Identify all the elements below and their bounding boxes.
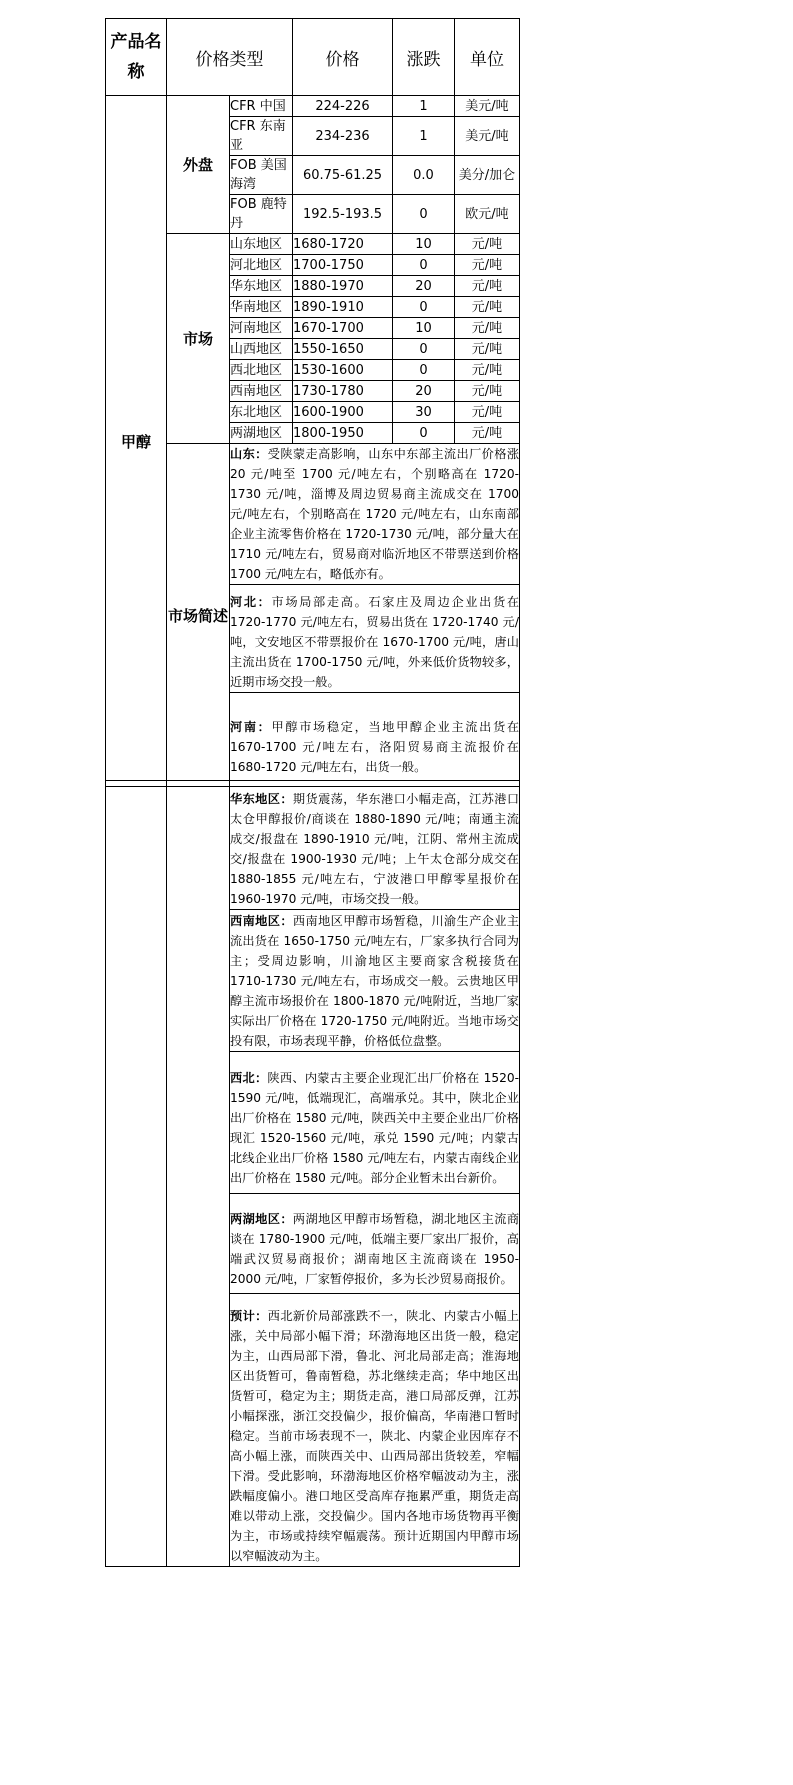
price-type-cell: 河北地区	[230, 255, 293, 276]
price-type-cell: 西北地区	[230, 360, 293, 381]
summary-lianghu: 两湖地区：两湖地区甲醇市场暂稳，湖北地区主流商谈在 1780-1900 元/吨，低端主要厂家出厂报价，高端武汉贸易商报价；湖南地区主流商谈在 1950-2000 元/吨，厂家暂停报价，多为长沙贸易商报价。	[230, 1194, 520, 1294]
table-row	[106, 444, 520, 585]
header-price: 价格	[293, 19, 393, 96]
summary-henan: 河南：甲醇市场稳定，当地甲醇企业主流出货在 1670-1700 元/吨左右，洛阳贸易商主流报价在 1680-1720 元/吨左右，出货一般。	[230, 693, 520, 787]
price-type-cell: 山西地区	[230, 339, 293, 360]
header-change: 涨跌	[393, 19, 455, 96]
change-cell: 20	[393, 276, 455, 297]
change-cell: 20	[393, 381, 455, 402]
table-row	[106, 234, 520, 255]
price-cell: 1550-1650	[293, 339, 393, 360]
price-cell: 1530-1600	[293, 360, 393, 381]
change-cell: 1	[393, 96, 455, 117]
unit-cell: 元/吨	[455, 402, 520, 423]
price-cell: 192.5-193.5	[293, 195, 393, 234]
header-unit: 单位	[455, 19, 520, 96]
price-type-cell: 山东地区	[230, 234, 293, 255]
unit-cell: 元/吨	[455, 360, 520, 381]
price-cell: 1700-1750	[293, 255, 393, 276]
price-type-cell: CFR 中国	[230, 96, 293, 117]
price-type-cell: 河南地区	[230, 318, 293, 339]
foreign-label: 外盘	[167, 96, 230, 234]
price-cell: 1680-1720	[293, 234, 393, 255]
price-type-cell: 两湖地区	[230, 423, 293, 444]
change-cell: 10	[393, 234, 455, 255]
summary-xibei: 西北：陕西、内蒙古主要企业现汇出厂价格在 1520-1590 元/吨，低端现汇，高端承兑。其中，陕北企业出厂价格在 1580 元/吨，陕西关中主要企业出厂价格现汇 1520-1560 元/吨，承兑 1590 元/吨；内蒙古北线企业出厂价格 1580 元/吨左右，内蒙古南线企业出厂价格在 1580 元/吨。部分企业暂未出台新价。	[230, 1052, 520, 1194]
price-cell: 1670-1700	[293, 318, 393, 339]
unit-cell: 欧元/吨	[455, 195, 520, 234]
header-product-name: 产品名称	[106, 19, 167, 96]
unit-cell: 元/吨	[455, 255, 520, 276]
unit-cell: 美元/吨	[455, 117, 520, 156]
unit-cell: 元/吨	[455, 234, 520, 255]
price-type-cell: CFR 东南亚	[230, 117, 293, 156]
change-cell: 0	[393, 255, 455, 276]
price-type-cell: 华南地区	[230, 297, 293, 318]
unit-cell: 元/吨	[455, 423, 520, 444]
unit-cell: 元/吨	[455, 381, 520, 402]
change-cell: 0	[393, 360, 455, 381]
header-price-type: 价格类型	[167, 19, 293, 96]
change-cell: 0	[393, 297, 455, 318]
product-cell: 甲醇	[106, 96, 167, 787]
price-type-cell: 东北地区	[230, 402, 293, 423]
change-cell: 30	[393, 402, 455, 423]
unit-cell: 美元/吨	[455, 96, 520, 117]
summary-label: 市场简述	[167, 444, 230, 787]
unit-cell: 元/吨	[455, 339, 520, 360]
header-row	[106, 19, 520, 96]
price-cell: 1600-1900	[293, 402, 393, 423]
summary-xinan: 西南地区：西南地区甲醇市场暂稳，川渝生产企业主流出货在 1650-1750 元/吨左右，厂家多执行合同为主；受周边影响，川渝地区主要商家含税接货在 1710-1730 元/吨左右，市场成交一般。云贵地区甲醇主流市场报价在 1800-1870 元/吨附近，当地厂家实际出厂价格在 1720-1750 元/吨附近。当地市场交投有限，市场表现平静，价格低位盘整。	[230, 910, 520, 1052]
price-cell: 234-236	[293, 117, 393, 156]
unit-cell: 元/吨	[455, 297, 520, 318]
market-label: 市场	[167, 234, 230, 444]
price-cell: 224-226	[293, 96, 393, 117]
change-cell: 1	[393, 117, 455, 156]
unit-cell: 元/吨	[455, 276, 520, 297]
price-type-cell: 西南地区	[230, 381, 293, 402]
change-cell: 0.0	[393, 156, 455, 195]
table-row	[106, 781, 520, 910]
price-type-cell: 华东地区	[230, 276, 293, 297]
change-cell: 0	[393, 423, 455, 444]
change-cell: 0	[393, 195, 455, 234]
summary-forecast: 预计：西北新价局部涨跌不一，陕北、内蒙古小幅上涨，关中局部小幅下滑；环渤海地区出货一般，稳定为主，山西局部下滑，鲁北、河北局部走高；淮海地区出货暂可，鲁南暂稳，苏北继续走高；华中地区出货暂可，稳定为主；期货走高，港口局部反弹，江苏小幅探涨，浙江交投偏少，报价偏高，华南港口暂时稳定。当前市场表现不一，陕北、内蒙企业因库存不高小幅上涨，而陕西关中、山西局部出货较差，窄幅下滑。受此影响，环渤海地区价格窄幅波动为主，涨跌幅度偏小。港口地区受高库存拖累严重，期货走高难以带动上涨，交投偏少。国内各地市场货物再平衡为主，市场或持续窄幅震荡。预计近期国内甲醇市场以窄幅波动为主。	[230, 1294, 520, 1567]
price-table	[105, 18, 520, 787]
summary-shandong: 山东：受陕蒙走高影响，山东中东部主流出厂价格涨 20 元/吨至 1700 元/吨左右，个别略高在 1720-1730 元/吨，淄博及周边贸易商主流成交在 1700 元/吨左右，个别略高在 1720 元/吨左右，山东南部企业主流零售价格在 1720-1730 元/吨，部分量大在 1710 元/吨左右，贸易商对临沂地区不带票送到价格 1700 元/吨左右，略低亦有。	[230, 444, 520, 585]
summary-label-continued	[167, 781, 230, 1567]
summary-table-continued	[105, 780, 520, 1567]
price-type-cell: FOB 美国海湾	[230, 156, 293, 195]
price-cell: 1890-1910	[293, 297, 393, 318]
unit-cell: 元/吨	[455, 318, 520, 339]
product-cell-continued	[106, 781, 167, 1567]
price-type-cell: FOB 鹿特丹	[230, 195, 293, 234]
price-cell: 1730-1780	[293, 381, 393, 402]
price-cell: 1800-1950	[293, 423, 393, 444]
summary-huadong: 华东地区：期货震荡，华东港口小幅走高，江苏港口太仓甲醇报价/商谈在 1880-1890 元/吨；南通主流成交/报盘在 1890-1910 元/吨，江阴、常州主流成交/报盘在 1900-1930 元/吨；上午太仓部分成交在 1880-1855 元/吨左右，宁波港口甲醇零星报价在 1960-1970 元/吨，市场交投一般。	[230, 781, 520, 910]
price-cell: 1880-1970	[293, 276, 393, 297]
price-cell: 60.75-61.25	[293, 156, 393, 195]
change-cell: 10	[393, 318, 455, 339]
table-row	[106, 96, 520, 117]
summary-hebei: 河北：市场局部走高。石家庄及周边企业出货在 1720-1770 元/吨左右，贸易出货在 1720-1740 元/吨，文安地区不带票报价在 1670-1700 元/吨，唐山主流出货在 1700-1750 元/吨，外来低价货物较多，近期市场交投一般。	[230, 585, 520, 693]
unit-cell: 美分/加仑	[455, 156, 520, 195]
change-cell: 0	[393, 339, 455, 360]
